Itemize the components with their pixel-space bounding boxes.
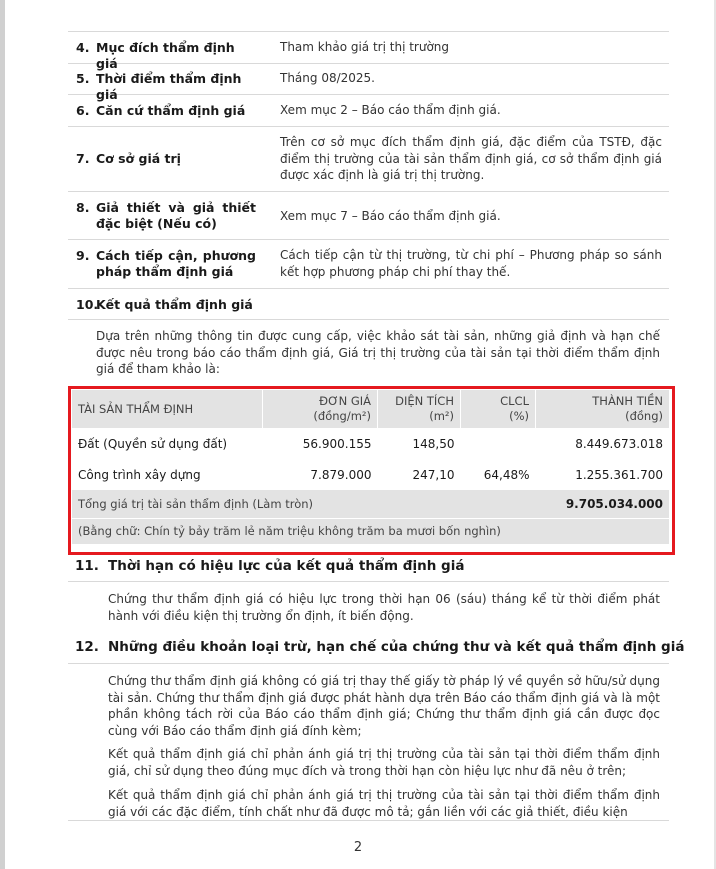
header-clcl: CLCL (%) xyxy=(461,390,536,428)
item-number: 10. xyxy=(76,297,99,312)
section-12-rule xyxy=(68,663,669,664)
total-label: Tổng giá trị tài sản thẩm định (Làm tròn) xyxy=(72,490,536,518)
item-label: Cách tiếp cận, phương pháp thẩm định giá xyxy=(96,248,256,279)
header-total: THÀNH TIỀN (đồng) xyxy=(536,390,670,428)
section-11-rule xyxy=(68,581,669,582)
section-11-heading: 11. Thời hạn có hiệu lực của kết quả thẩm định giá xyxy=(75,558,465,574)
item-value: Trên cơ sở mục đích thẩm định giá, đặc điểm của TSTĐ, đặc điểm thị trường của tài sản thẩm định giá, cơ sở thẩm định giá được xác định là giá trị thị trường. xyxy=(280,135,662,182)
total-value: 9.705.034.000 xyxy=(536,490,670,518)
cell-unit-price: 7.879.000 xyxy=(310,468,372,482)
item-row-5 xyxy=(68,63,669,102)
section-12-heading: 12. Những điều khoản loại trừ, hạn chế của chứng thư và kết quả thẩm định giá xyxy=(75,639,685,655)
item-number: 6. xyxy=(76,103,90,118)
item-row-6 xyxy=(68,95,669,127)
item-value: Tham khảo giá trị thị trường xyxy=(280,40,450,54)
item-label: Căn cứ thẩm định giá xyxy=(96,103,246,118)
item-label: Mục đích thẩm định giá xyxy=(96,40,235,71)
item-number: 8. xyxy=(76,200,90,215)
cell-asset: Đất (Quyền sử dụng đất) xyxy=(78,437,228,451)
item-number: 4. xyxy=(76,40,90,55)
cell-clcl: 64,48% xyxy=(483,468,530,482)
section-12-paragraph-1: Chứng thư thẩm định giá không có giá trị thay thế giấy tờ pháp lý về quyền sở hữu/sử dụng tài sản. Chứng thư thẩm định giá được phát hành dựa trên Báo cáo thẩm định giá và là một phần không tách rời của Báo cáo thẩm định giá; Chứng thư thẩm định giá cần được đọc cùng với Báo cáo thẩm định giá đính kèm; xyxy=(108,674,660,738)
item-value: Tháng 08/2025. xyxy=(280,71,375,85)
item-row-9 xyxy=(68,240,669,289)
page-bottom-rule xyxy=(68,820,669,821)
section-12-paragraph-2: Kết quả thẩm định giá chỉ phản ánh giá trị thị trường của tài sản tại thời điểm thẩm định giá, chỉ sử dụng theo đúng mục đích và trong thời hạn còn hiệu lực như đã nêu ở trên; xyxy=(108,747,660,778)
section-10-title: Kết quả thẩm định giá xyxy=(96,297,253,312)
cell-asset: Công trình xây dựng xyxy=(78,468,201,482)
item-value: Xem mục 7 – Báo cáo thẩm định giá. xyxy=(280,209,501,223)
highlight-frame xyxy=(68,386,675,555)
item-number: 5. xyxy=(76,71,90,86)
cell-total: 1.255.361.700 xyxy=(575,468,663,482)
item-row-8 xyxy=(68,192,669,240)
item-label: Giả thiết và giả thiết đặc biệt (Nếu có) xyxy=(96,200,256,231)
header-area: DIỆN TÍCH (m²) xyxy=(378,390,461,428)
item-row-10 xyxy=(68,289,669,320)
total-in-words: (Bằng chữ: Chín tỷ bảy trăm lẻ năm triệu không trăm ba mươi bốn nghìn) xyxy=(72,518,669,544)
section-11-text: Chứng thư thẩm định giá có hiệu lực trong thời hạn 06 (sáu) tháng kể từ thời điểm phát hành với điều kiện thị trường ổn định, ít biến động. xyxy=(108,592,660,623)
cell-unit-price: 56.900.155 xyxy=(302,437,372,451)
item-label: Thời điểm thẩm định giá xyxy=(96,71,242,102)
cell-area: 148,50 xyxy=(412,437,455,451)
item-value: Cách tiếp cận từ thị trường, từ chi phí – Phương pháp so sánh kết hợp phương pháp chi phí thay thế. xyxy=(280,248,662,279)
page-number: 2 xyxy=(353,840,363,855)
item-number: 9. xyxy=(76,248,90,263)
page-left-edge xyxy=(0,0,5,869)
item-row-7 xyxy=(68,127,669,192)
cell-total: 8.449.673.018 xyxy=(575,437,663,451)
item-row-4 xyxy=(68,31,669,71)
section-12-paragraph-3: Kết quả thẩm định giá chỉ phản ánh giá trị thị trường của tài sản tại thời điểm thẩm định giá với các đặc điểm, tính chất như đã được mô tả; gắn liền với các giả thiết, điều kiện xyxy=(108,788,660,819)
section-10-intro: Dựa trên những thông tin được cung cấp, việc khảo sát tài sản, những giả định và hạn chế được nêu trong báo cáo thẩm định giá, Giá trị thị trường của tài sản tại thời điểm thẩm định giá để tham khảo là: xyxy=(96,329,660,376)
cell-area: 247,10 xyxy=(412,468,455,482)
item-number: 7. xyxy=(76,151,90,166)
item-label: Cơ sở giá trị xyxy=(96,151,181,166)
header-asset: TÀI SẢN THẨM ĐỊNH xyxy=(72,390,263,428)
header-unit-price: ĐƠN GIÁ (đồng/m²) xyxy=(263,390,378,428)
item-value: Xem mục 2 – Báo cáo thẩm định giá. xyxy=(280,103,501,117)
